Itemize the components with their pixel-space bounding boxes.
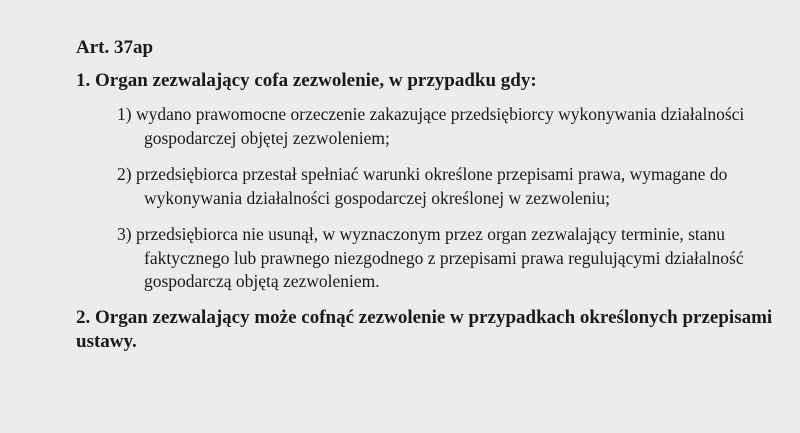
- article-title: Art. 37ap: [76, 37, 154, 58]
- paragraph-2: 2. Organ zezwalający może cofnąć zezwolenie w przypadkach określonych przepisami ustawy.: [76, 306, 773, 352]
- legal-document: [76, 36, 776, 354]
- point-3: 3) przedsiębiorca nie usunął, w wyznaczonym przez organ zezwalający terminie, stanu faktycznego lub prawnego niezgodnego z przepisami prawa regulującymi działalność gospodarczą objętą zezwoleniem.: [117, 224, 744, 291]
- point-2: 2) przedsiębiorca przestał spełniać warunki określone przepisami prawa, wymagane do wykonywania działalności gospodarczej określonej w zezwoleniu;: [117, 164, 728, 208]
- paragraph-1: 1. Organ zezwalający cofa zezwolenie, w przypadku gdy:: [76, 70, 537, 91]
- paragraph-1-points: [76, 103, 776, 294]
- point-1: 1) wydano prawomocne orzeczenie zakazujące przedsiębiorcy wykonywania działalności gospodarczej objętej zezwoleniem;: [117, 104, 745, 148]
